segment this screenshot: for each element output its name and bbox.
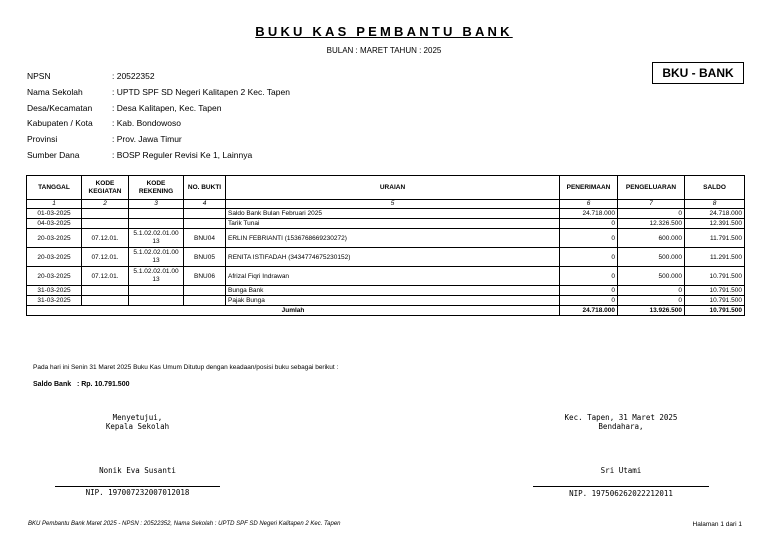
info-row-province [27, 132, 290, 148]
table-row [27, 229, 745, 248]
cell-description: Bunga Bank [226, 286, 560, 296]
column-number: 6 [560, 200, 618, 209]
cell-balance: 12.391.500 [685, 219, 745, 229]
info-value: : Kab. Bondowoso [112, 118, 181, 129]
approver-signature-line [55, 486, 220, 487]
closing-statement: Pada hari ini Senin 31 Maret 2025 Buku Kas Umum Ditutup dengan keadaan/posisi buku sebagai berikut : [33, 364, 339, 371]
col-header-expense: PENGELUARAN [618, 176, 685, 200]
table-header-row [27, 176, 745, 200]
column-number: 4 [184, 200, 226, 209]
cell-expense: 0 [618, 286, 685, 296]
cell-account-code: 5.1.02.02.01.00 13 [129, 267, 184, 286]
column-number-row [27, 200, 745, 209]
cell-date: 20-03-2025 [27, 229, 82, 248]
total-row [27, 306, 745, 316]
cell-balance: 24.718.000 [685, 209, 745, 219]
cell-receipt-no [184, 296, 226, 306]
info-label: Kabupaten / Kota [27, 118, 93, 129]
cell-income: 0 [560, 248, 618, 267]
approver-title-line1: Menyetujui, [112, 413, 163, 422]
cell-date: 31-03-2025 [27, 286, 82, 296]
approver-name: Nonik Eva Susanti [99, 466, 176, 475]
cell-date: 20-03-2025 [27, 267, 82, 286]
cell-description: Saldo Bank Bulan Februari 2025 [226, 209, 560, 219]
total-balance: 10.791.500 [685, 306, 745, 316]
cell-balance: 10.791.500 [685, 286, 745, 296]
cell-date: 31-03-2025 [27, 296, 82, 306]
cell-income: 0 [560, 219, 618, 229]
cell-date: 01-03-2025 [27, 209, 82, 219]
info-label: Sumber Dana [27, 149, 80, 160]
column-number: 3 [129, 200, 184, 209]
cell-expense: 500.000 [618, 248, 685, 267]
cell-account-code [129, 219, 184, 229]
cell-income: 24.718.000 [560, 209, 618, 219]
column-number: 7 [618, 200, 685, 209]
table-row [27, 267, 745, 286]
info-row-school-name [27, 85, 290, 101]
table-row [27, 248, 745, 267]
cell-date: 04-03-2025 [27, 219, 82, 229]
col-header-receipt-no: NO. BUKTI [184, 176, 226, 200]
cell-activity-code [82, 296, 129, 306]
info-value: : Prov. Jawa Timur [112, 134, 182, 145]
info-label: Desa/Kecamatan [27, 102, 93, 113]
treasurer-date: Kec. Tapen, 31 Maret 2025 [564, 413, 678, 422]
cell-receipt-no: BNU06 [184, 267, 226, 286]
cell-expense: 500.000 [618, 267, 685, 286]
col-header-balance: SALDO [685, 176, 745, 200]
bank-balance: Saldo Bank : Rp. 10.791.500 [33, 381, 130, 388]
cell-description: Afrizal Fiqri Indrawan [226, 267, 560, 286]
info-value: : 20522352 [112, 71, 155, 81]
info-value: : Desa Kalitapen, Kec. Tapen [112, 102, 222, 113]
cell-activity-code [82, 286, 129, 296]
cell-balance: 11.791.500 [685, 229, 745, 248]
school-info [27, 69, 290, 164]
info-label: NPSN [27, 71, 51, 81]
info-value: : BOSP Reguler Revisi Ke 1, Lainnya [112, 149, 253, 160]
col-header-description: URAIAN [226, 176, 560, 200]
total-expense: 13.926.500 [618, 306, 685, 316]
cell-activity-code [82, 209, 129, 219]
col-header-activity-code: KODE KEGIATAN [82, 176, 129, 200]
cell-description: Tarik Tunai [226, 219, 560, 229]
cell-activity-code: 07.12.01. [82, 229, 129, 248]
cell-receipt-no: BNU04 [184, 229, 226, 248]
column-number: 8 [685, 200, 745, 209]
cell-receipt-no [184, 209, 226, 219]
total-income: 24.718.000 [560, 306, 618, 316]
col-header-date: TANGGAL [27, 176, 82, 200]
page-number: Halaman 1 dari 1 [692, 521, 742, 528]
cell-income: 0 [560, 286, 618, 296]
treasurer-name: Sri Utami [600, 466, 642, 475]
column-number: 2 [82, 200, 129, 209]
approver-title-line2: Kepala Sekolah [105, 422, 170, 431]
cell-description: ERLIN FEBRIANTI (1536768669230272) [226, 229, 560, 248]
cell-balance: 10.791.500 [685, 296, 745, 306]
column-number: 5 [226, 200, 560, 209]
column-number: 1 [27, 200, 82, 209]
document-subtitle: BULAN : MARET TAHUN : 2025 [326, 46, 442, 55]
cell-description: Pajak Bunga [226, 296, 560, 306]
table-row [27, 286, 745, 296]
col-header-account-code: KODE REKENING [129, 176, 184, 200]
cell-income: 0 [560, 267, 618, 286]
cell-account-code [129, 286, 184, 296]
footer-text: BKU Pembantu Bank Maret 2025 - NPSN : 20522352, Nama Sekolah : UPTD SPF SD Negeri Kalitapen 2 Kec. Tapen [28, 521, 341, 527]
ledger-table [26, 175, 745, 316]
bku-badge: BKU - BANK [652, 62, 744, 84]
info-row-regency [27, 116, 290, 132]
info-label: Provinsi [27, 134, 58, 145]
info-row-npsn [27, 69, 290, 85]
cell-activity-code: 07.12.01. [82, 248, 129, 267]
cell-activity-code [82, 219, 129, 229]
table-row [27, 219, 745, 229]
approver-nip: NIP. 197007232007012018 [85, 488, 190, 497]
treasurer-nip: NIP. 197506262022212011 [569, 489, 673, 498]
cell-expense: 600.000 [618, 229, 685, 248]
cell-receipt-no: BNU05 [184, 248, 226, 267]
cell-receipt-no [184, 219, 226, 229]
info-label: Nama Sekolah [27, 86, 83, 97]
cell-expense: 0 [618, 209, 685, 219]
info-row-village [27, 101, 290, 117]
info-value: : UPTD SPF SD Negeri Kalitapen 2 Kec. Tapen [112, 86, 290, 97]
cell-balance: 11.291.500 [685, 248, 745, 267]
treasurer-signature-line [533, 486, 709, 487]
document-title: BUKU KAS PEMBANTU BANK [255, 24, 513, 39]
total-label: Jumlah [27, 306, 560, 316]
cell-income: 0 [560, 296, 618, 306]
cell-expense: 12.326.500 [618, 219, 685, 229]
cell-account-code: 5.1.02.02.01.00 13 [129, 229, 184, 248]
table-row [27, 296, 745, 306]
cell-activity-code: 07.12.01. [82, 267, 129, 286]
col-header-income: PENERIMAAN [560, 176, 618, 200]
cell-account-code [129, 209, 184, 219]
cell-account-code: 5.1.02.02.01.00 13 [129, 248, 184, 267]
cell-date: 20-03-2025 [27, 248, 82, 267]
cell-receipt-no [184, 286, 226, 296]
info-row-fund-source [27, 148, 290, 164]
cell-account-code [129, 296, 184, 306]
treasurer-title: Bendahara, [598, 422, 644, 431]
cell-balance: 10.791.500 [685, 267, 745, 286]
table-row [27, 209, 745, 219]
cell-expense: 0 [618, 296, 685, 306]
cell-description: RENITA ISTIFADAH (3434774675230152) [226, 248, 560, 267]
cell-income: 0 [560, 229, 618, 248]
